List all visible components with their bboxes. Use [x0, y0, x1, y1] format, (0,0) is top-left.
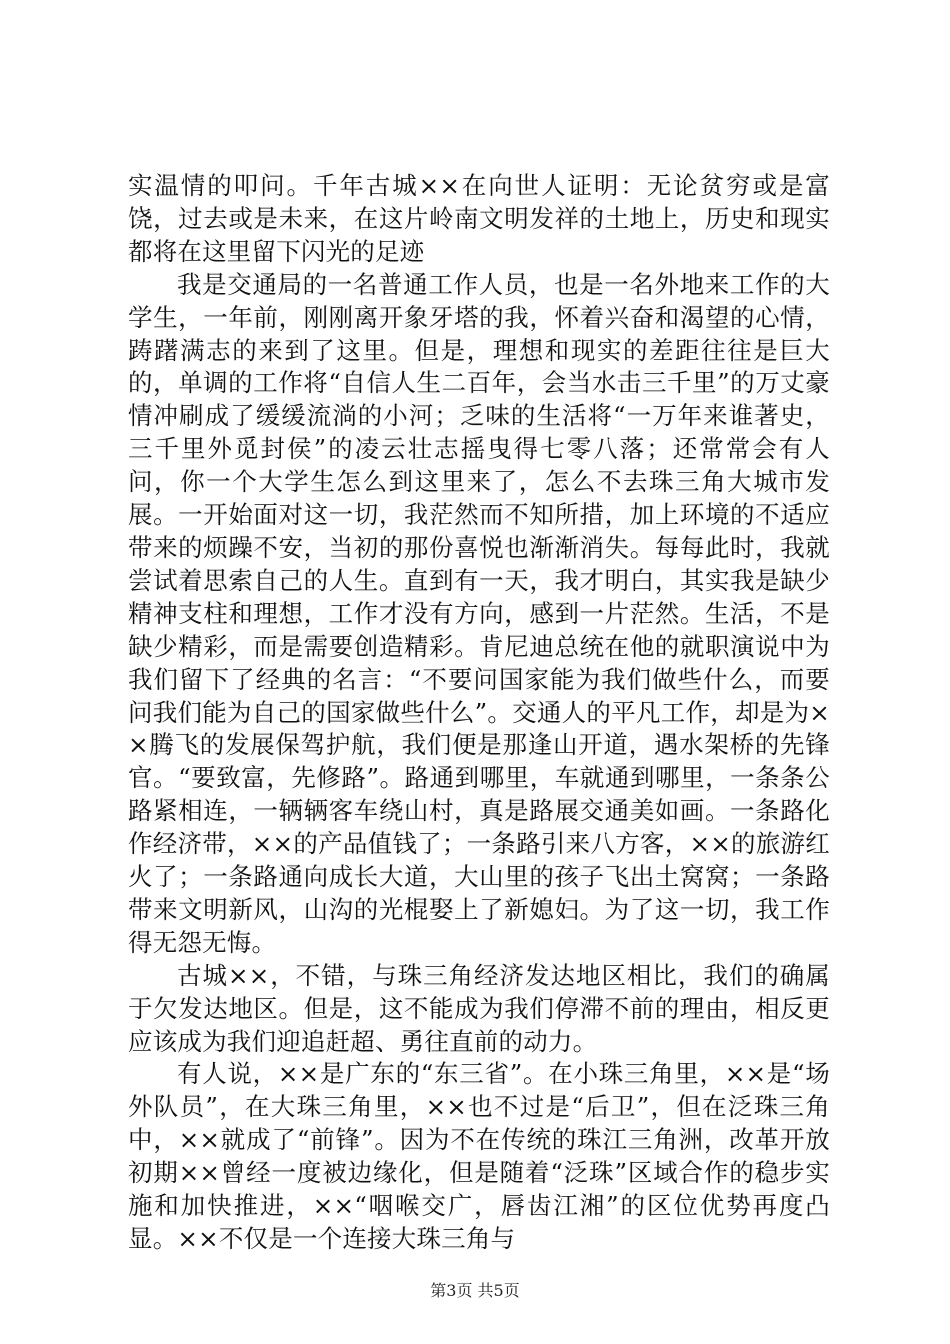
paragraph: 有人说，××是广东的“东三省”。在小珠三角里，××是“场外队员”，在大珠三角里，××也不过是“后卫”，但在泛珠三角中，××就成了“前锋”。因为不在传统的珠江三角洲，改革开放初期××曾经一度被边缘化，但是随着“泛珠”区域合作的稳步实施和加快推进，××“咽喉交广，唇齿江湘”的区位优势再度凸显。××不仅是一个连接大珠三角与	[128, 1059, 830, 1253]
document-body	[128, 170, 830, 1256]
page-number-footer: 第3页 共5页	[430, 1281, 520, 1300]
paragraph: 我是交通局的一名普通工作人员，也是一名外地来工作的大学生，一年前，刚刚离开象牙塔的我，怀着兴奋和渴望的心情，踌躇满志的来到了这里。但是，理想和现实的差距往往是巨大的，单调的工作将“自信人生二百年，会当水击三千里”的万丈豪情冲刷成了缓缓流淌的小河；乏味的生活将“一万年来谁著史，三千里外觅封侯”的凌云壮志摇曳得七零八落；还常常会有人问，你一个大学生怎么到这里来了，怎么不去珠三角大城市发展。一开始面对这一切，我茫然而不知所措，加上环境的不适应带来的烦躁不安，当初的那份喜悦也渐渐消失。每每此时，我就尝试着思索自己的人生。直到有一天，我才明白，其实我是缺少精神支柱和理想，工作才没有方向，感到一片茫然。生活，不是缺少精彩，而是需要创造精彩。肯尼迪总统在他的就职演说中为我们留下了经典的名言：“不要问国家能为我们做些什么，而要问我们能为自己的国家做些什么”。交通人的平凡工作，却是为××腾飞的发展保驾护航，我们便是那逢山开道，遇水架桥的先锋官。“要致富，先修路”。路通到哪里，车就通到哪里，一条条公路紧相连，一辆辆客车绕山村，真是路展交通美如画。一条路化作经济带，××的产品值钱了；一条路引来八方客，××的旅游红火了；一条路通向成长大道，大山里的孩子飞出土窝窝；一条路带来文明新风，山沟的光棍娶上了新媳妇。为了这一切，我工作得无怨无悔。	[128, 269, 830, 957]
paragraph: 古城××，不错，与珠三角经济发达地区相比，我们的确属于欠发达地区。但是，这不能成为我们停滞不前的理由，相反更应该成为我们迎追赶超、勇往直前的动力。	[128, 960, 830, 1056]
paragraph: 实温情的叩问。千年古城××在向世人证明：无论贫穷或是富饶，过去或是未来，在这片岭南文明发祥的土地上，历史和现实都将在这里留下闪光的足迹	[128, 171, 830, 266]
